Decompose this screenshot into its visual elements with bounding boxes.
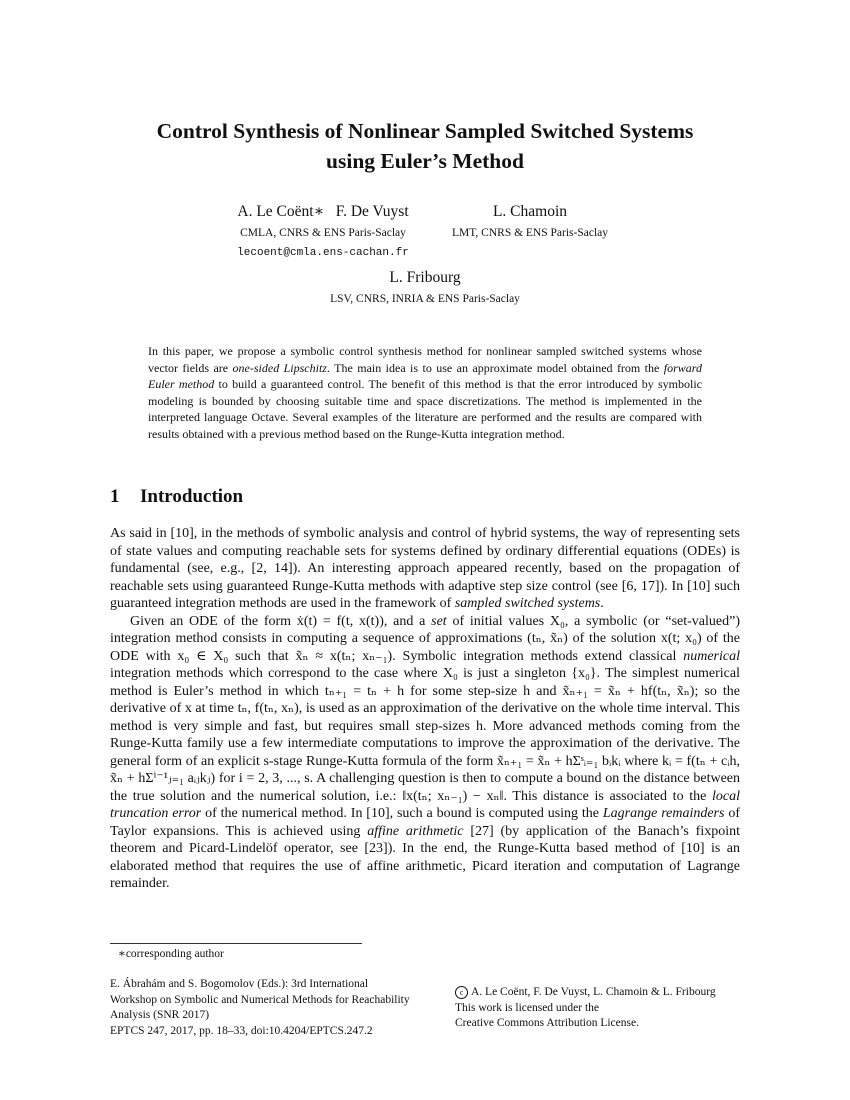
author-block-fribourg [300,268,550,307]
paragraph-text: of the numerical method. In [10], such a bound is computed using the [201,806,603,821]
emphasis-text: set [431,613,447,629]
abstract [148,343,702,442]
footnote: ∗corresponding author [118,948,224,960]
emphasis-text: Lagrange remainders [602,806,725,821]
copyright-icon: c [455,986,468,999]
abstract-text: to build a guaranteed control. The benefit of this method is that the error introduced by symbolic modeling is bounded by choosing suitable time and space discretizations. The method is implemented in the interpreted language Octave. Several examples of the literature are performed and the results are compared with results obtained with a previous method based on the Runge-Kutta integration method. [148,377,702,441]
author-affiliation: LMT, CNRS & ENS Paris-Saclay [452,227,608,239]
author-block-chamoin [430,202,630,241]
license-info [455,985,755,1032]
author-names: L. Fribourg [389,269,461,286]
title-line-2: using Euler’s Method [326,149,524,173]
abstract-emphasis: one-sided Lipschitz [232,360,327,375]
section-title: Introduction [140,486,244,507]
copyright-holders: A. Le Coënt, F. De Vuyst, L. Chamoin & L. Fribourg [471,986,716,998]
publication-doi: EPTCS 247, 2017, pp. 18–33, doi:10.4204/EPTCS.247.2 [110,1024,373,1037]
copyright-line [455,985,755,1001]
abstract-text: In this paper, we propose a symbolic control synthesis method for nonlinear sampled switched systems whose vector fields are [148,344,702,375]
paragraph [110,613,740,893]
license-link[interactable]: Creative Commons Attribution License. [455,1017,639,1029]
author-block-lecoent-devuyst [218,202,428,261]
paper-title [100,116,750,176]
paragraph-text: [27] (by application of the Banach’s fixpoint theorem and Picard-Lindelöf operator, see [23]). In the end, the Runge-Kutta based method of [10] is an elaborated method that requires the use of affine arithmetic, Picard iteration and computation of Lagrange remainder. [110,823,740,891]
emphasis-text: affine arithmetic [367,823,464,839]
paragraph [110,525,740,613]
paragraph-text: of initial values X₀, a symbolic (or “set-valued”) integration method consists in computing a sequence of approximations (tₙ, x̃ₙ) of the solution x(t; x₀) of the ODE with x₀ ∈ X₀ such that x̃ₙ ≈ x(tₙ; xₙ₋₁). Symbolic integration methods extend classical [110,613,740,664]
publication-line: Analysis (SNR 2017) [110,1009,210,1021]
author-email[interactable]: lecoent@cmla.ens-cachan.fr [237,247,409,259]
footnote-divider [110,943,362,944]
abstract-emphasis: forward Euler method [148,360,702,391]
emphasis-text: numerical [683,648,740,664]
emphasis-text: local truncation error [110,788,740,821]
author-names: A. Le Coënt∗ F. De Vuyst [237,203,409,220]
emphasis-text: sampled switched systems [454,596,601,611]
paragraph-text: As said in [10], in the methods of symbolic analysis and control of hybrid systems, the way of representing sets of state values and computing reachable sets for systems defined by ordinary differential equations (ODEs) is fundamental (see, e.g., [2, 14]). An interesting approach appeared recently, based on the propagation of reachable sets using guaranteed Runge-Kutta methods with adaptive step size control (see [6, 17]). In [10] such guaranteed integration methods are used in the framework of [110,526,740,611]
title-line-1: Control Synthesis of Nonlinear Sampled Switched Systems [156,119,694,143]
publication-line: E. Ábrahám and S. Bogomolov (Eds.): 3rd International [110,978,369,990]
introduction-body [110,525,740,893]
paragraph-text: of Taylor expansions. This is achieved using [110,806,740,839]
abstract-text: . The main idea is to use an approximate model obtained from the [326,360,664,375]
author-affiliation: CMLA, CNRS & ENS Paris-Saclay [240,227,406,239]
section-number: 1 [110,486,120,507]
paragraph-text: integration methods which correspond to the case where X₀ is just a singleton {x₀}. The simplest numerical method is Euler’s method in which tₙ₊₁ = tₙ + h for some step-size h and x̃ₙ₊₁ = x̃ₙ + hf(tₙ, x̃ₙ); so the derivative of x at time tₙ, f(tₙ, xₙ), is used as an approximation of the derivative on the whole time interval. This method is very simple and fast, but requires small step-sizes h. More advanced methods coming from the Runge-Kutta family use a few intermediate computations to improve the approximation of the derivative. The general form of an explicit s-stage Runge-Kutta formula of the form x̃ₙ₊₁ = x̃ₙ + hΣˢᵢ₌₁ bᵢkᵢ where kᵢ = f(tₙ + cᵢh, x̃ₙ + hΣⁱ⁻¹ⱼ₌₁ aᵢⱼkⱼ) for i = 2, 3, ..., s. A challenging question is then to compute a bound on the distance between the true solution and the numerical solution, i.e.: ‖x(tₙ; xₙ₋₁) − xₙ‖. This distance is associated to the [110,666,740,804]
section-heading-introduction [110,485,243,509]
license-line: This work is licensed under the [455,1001,600,1014]
author-names: L. Chamoin [492,203,568,220]
author-affiliation: LSV, CNRS, INRIA & ENS Paris-Saclay [330,293,520,305]
paragraph-text: Given an ODE of the form ẋ(t) = f(t, x(t)), and a [130,613,432,629]
paragraph-text: . [600,596,604,611]
publication-info [110,977,440,1039]
publication-line: Workshop on Symbolic and Numerical Methods for Reachability [110,993,410,1006]
